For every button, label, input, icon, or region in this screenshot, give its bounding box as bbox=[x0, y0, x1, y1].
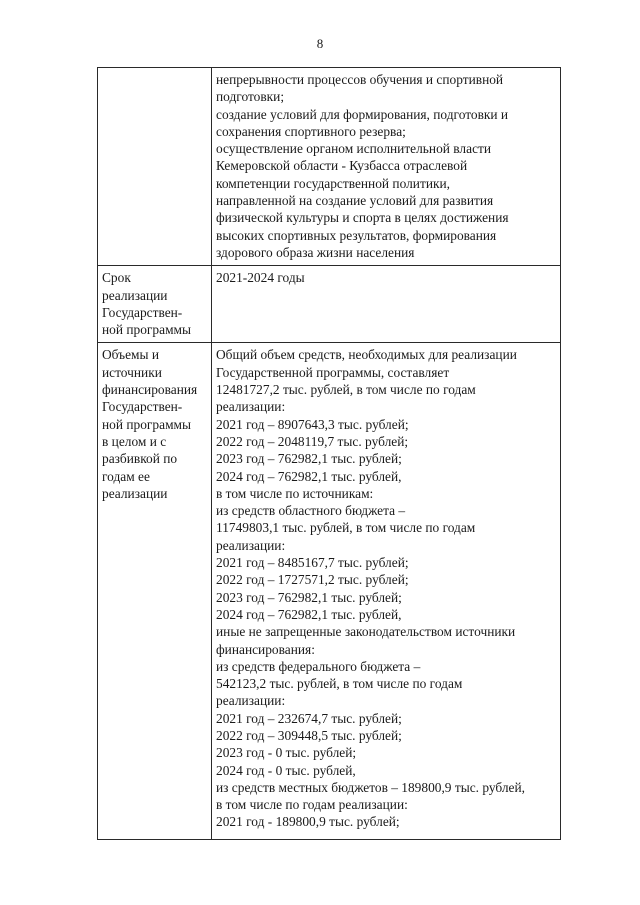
value-line: осуществление органом исполнительной власти bbox=[216, 141, 492, 157]
value-line: сохранения спортивного резерва; bbox=[216, 123, 406, 139]
label-line: источники bbox=[102, 364, 162, 380]
value-line: 2021 год – 8485167,7 тыс. рублей; bbox=[216, 555, 409, 571]
row-label-cell bbox=[98, 68, 212, 266]
label-line: Объемы и bbox=[102, 347, 160, 363]
label-line: реализации bbox=[102, 485, 168, 501]
value-line: 12481727,2 тыс. рублей, в том числе по годам bbox=[216, 382, 476, 398]
value-line: финансирования: bbox=[216, 641, 315, 657]
page-number: 8 bbox=[316, 36, 324, 51]
value-line: из средств местных бюджетов – 189800,9 тыс. рублей, bbox=[216, 779, 525, 795]
table-body bbox=[98, 68, 561, 840]
value-line: иные не запрещенные законодательством источники bbox=[216, 624, 516, 640]
value-line: 2021 год - 189800,9 тыс. рублей; bbox=[216, 814, 400, 830]
value-line: компетенции государственной политики, bbox=[216, 175, 451, 191]
value-line: 2021 год – 8907643,3 тыс. рублей; bbox=[216, 416, 409, 432]
label-line: ной программы bbox=[102, 416, 192, 432]
label-line: ной программы bbox=[102, 322, 192, 338]
value-line: 2021 год – 232674,7 тыс. рублей; bbox=[216, 710, 402, 726]
value-line: здорового образа жизни населения bbox=[216, 244, 415, 260]
value-line: непрерывности процессов обучения и спортивной bbox=[216, 72, 504, 87]
label-line: финансирования bbox=[102, 382, 198, 398]
value-line: направленной на создание условий для развития bbox=[216, 193, 494, 209]
value-line: из средств федерального бюджета – bbox=[216, 658, 421, 674]
value-line: 2021-2024 годы bbox=[216, 270, 305, 286]
value-line: высоких спортивных результатов, формирования bbox=[216, 227, 497, 243]
label-line: годам ее bbox=[102, 468, 150, 484]
label-line: Государствен- bbox=[102, 304, 183, 320]
value-line: подготовки; bbox=[216, 89, 285, 105]
value-line: 542123,2 тыс. рублей, в том числе по годам bbox=[216, 676, 463, 692]
label-line: разбивкой по bbox=[102, 451, 178, 467]
label-line: Срок bbox=[102, 270, 131, 286]
value-line: 2023 год – 762982,1 тыс. рублей; bbox=[216, 589, 402, 605]
value-line: в том числе по источникам: bbox=[216, 485, 374, 501]
row-value-cell bbox=[212, 68, 561, 266]
label-line: в целом и с bbox=[102, 433, 167, 449]
table-row bbox=[98, 266, 561, 343]
value-line: 2024 год – 762982,1 тыс. рублей, bbox=[216, 606, 402, 622]
value-line: в том числе по годам реализации: bbox=[216, 797, 408, 813]
value-line: 2023 год – 762982,1 тыс. рублей; bbox=[216, 451, 402, 467]
value-line: 11749803,1 тыс. рублей, в том числе по годам bbox=[216, 520, 476, 536]
value-line: 2022 год – 2048119,7 тыс. рублей; bbox=[216, 433, 409, 449]
value-line: 2022 год – 1727571,2 тыс. рублей; bbox=[216, 572, 409, 588]
value-line: создание условий для формирования, подготовки и bbox=[216, 106, 509, 122]
program-passport-table bbox=[97, 67, 561, 840]
table-row bbox=[98, 343, 561, 839]
table-row bbox=[98, 68, 561, 266]
row-value-cell bbox=[212, 343, 561, 839]
value-line: Кемеровской области - Кузбасса отраслевой bbox=[216, 158, 468, 174]
value-line: реализации: bbox=[216, 693, 286, 709]
value-line: из средств областного бюджета – bbox=[216, 503, 406, 519]
value-line: 2023 год - 0 тыс. рублей; bbox=[216, 745, 357, 761]
value-line: Общий объем средств, необходимых для реализации bbox=[216, 347, 517, 363]
row-label-cell bbox=[98, 266, 212, 343]
label-line: Государствен- bbox=[102, 399, 183, 415]
row-label-cell bbox=[98, 343, 212, 839]
value-line: 2022 год – 309448,5 тыс. рублей; bbox=[216, 727, 402, 743]
value-line: реализации: bbox=[216, 399, 286, 415]
value-line: физической культуры и спорта в целях достижения bbox=[216, 210, 509, 226]
value-line: 2024 год – 762982,1 тыс. рублей, bbox=[216, 468, 402, 484]
label-line: реализации bbox=[102, 287, 168, 303]
value-line: 2024 год - 0 тыс. рублей, bbox=[216, 762, 356, 778]
value-line: Государственной программы, составляет bbox=[216, 364, 450, 380]
row-value-cell bbox=[212, 266, 561, 343]
value-line: реализации: bbox=[216, 537, 286, 553]
